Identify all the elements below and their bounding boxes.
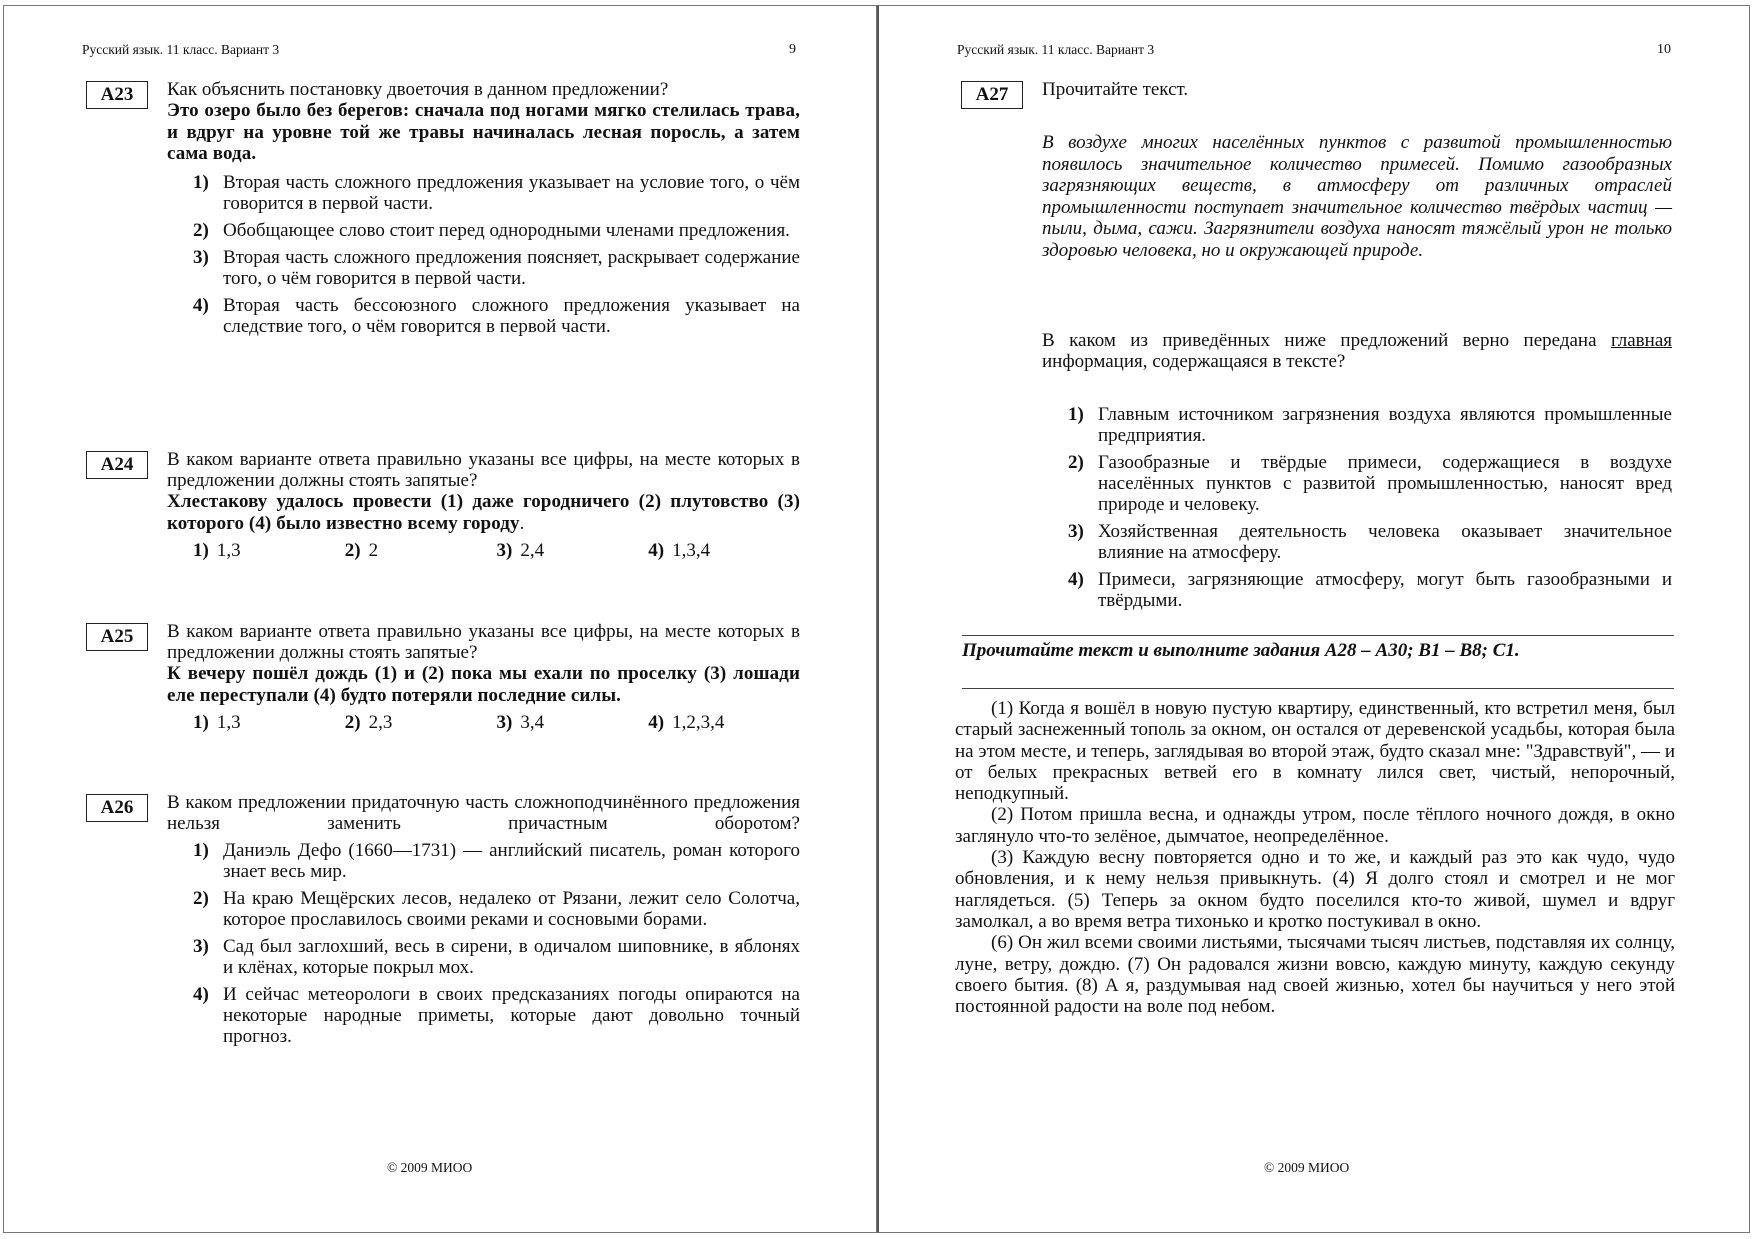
story-paragraph: (3) Каждую весну повторяется одно и то же, и каждый раз это как чудо, чудо обновления, и к нему нельзя привыкнуть. (4) Я долго стоял и смотрел и не мог наглядеться. (5) Теперь за окном будто поселился кто-то живой, шумел и вдруг замолкал, а во время ветра тихонько и кротко постукивал в окно. [955,847,1675,932]
question-a24 [86,449,800,562]
story-paragraph: (1) Когда я вошёл в новую пустую квартиру, единственный, кто встретил меня, был старый заснеженный тополь за окном, он остался от деревенской усадьбы, которая была на этом месте, и теперь, заглядывая во второй этаж, будто сказал мне: "Здравствуй", — и от белых прекрасных ветвей его в комнату лился свет, чистый, непорочный, неподкупный. [955,698,1675,805]
question-sentence: Это озеро было без берегов: сначала под ногами мягко стелилась трава, и вдруг на уровне той же травы начиналась лесная поросль, а затем сама вода. [167,100,800,164]
answer-option: 3) 3,4 [496,712,545,733]
answer-option: 4) 1,2,3,4 [648,712,725,733]
answer-options-row [167,712,800,734]
answer-option: 4) Вторая часть бессоюзного сложного предложения указывает на следствие того, о чём говорится в первой части. [193,294,800,337]
question-sentence: К вечеру пошёл дождь (1) и (2) пока мы ехали по проселку (3) лошади еле переступали (4) будто потеряли последние силы. [167,663,800,706]
question-label: А23 [86,81,148,109]
question-label: А26 [86,794,148,822]
page-right [877,5,1750,1233]
answer-option: 2) На краю Мещёрских лесов, недалеко от Рязани, лежит село Солотча, которое прославилось своими реками и сосновыми борами. [193,888,800,930]
page-footer: © 2009 МИОО [387,1160,473,1175]
question-label: А27 [961,81,1023,109]
answer-option: 3) Сад был заглохший, весь в сирени, в одичалом шиповнике, в яблонях и клёнах, которые покрыл мох. [193,936,800,978]
question-a26 [86,792,800,1047]
question-text: В каком варианте ответа правильно указаны все цифры, на месте которых в предложении должны стоять запятые? [167,449,800,491]
answer-options-row [167,540,800,562]
reading-passage: В воздухе многих населённых пунктов с развитой промышленностью появилось значительное количество примесей. Помимо газообразных загрязняющих веществ, в атмосферу от различных отраслей промышленности поступает значительное количество твёрдых частиц — пыли, дыма, сажи. Загрязнители воздуха наносят тяжёлый урон не только здоровью человека, но и окружающей природе. [1042,132,1672,261]
answer-option: 4) И сейчас метеорологи в своих предсказаниях погоды опираются на некоторые народные приметы, которые дают довольно точный прогноз. [193,984,800,1047]
story-paragraph: (6) Он жил всеми своими листьями, тысячами тысяч листьев, подставляя их солнцу, луне, ветру, дождю. (7) Он радовался жизни вовсю, каждую минуту, каждую секунду своего бытия. (8) А я, раздумывая над своей жизнью, хотел бы научиться у него этой постоянной радости на воле под небом. [955,932,1675,1018]
question-a25 [86,621,800,734]
answer-option: 1) 1,3 [193,712,241,733]
answer-option: 1) Даниэль Дефо (1660—1731) — английский писатель, роман которого знает весь мир. [193,840,800,882]
page-number: 9 [789,42,796,57]
divider-bottom [962,688,1674,689]
page-left [3,5,877,1233]
answer-option: 1) Вторая часть сложного предложения указывает на условие того, о чём говорится в первой части. [193,171,800,214]
question-text: В каком варианте ответа правильно указаны все цифры, на месте которых в предложении должны стоять запятые? [167,621,800,663]
question-a27 [961,79,1661,105]
answer-option: 2) Обобщающее слово стоит перед однородными членами предложения. [193,219,790,241]
answer-option: 1) 1,3 [193,540,241,561]
question-label: А25 [86,623,148,651]
answer-option: 4) Примеси, загрязняющие атмосферу, могут быть газообразными и твёрдыми. [1068,569,1672,611]
answer-option: 3) 2,4 [496,540,545,561]
page-header: Русский язык. 11 класс. Вариант 3 [957,42,1155,57]
story-text [955,698,1675,1017]
page-footer: © 2009 МИОО [1264,1160,1350,1175]
answer-option: 3) Хозяйственная деятельность человека оказывает значительное влияние на атмосферу. [1068,521,1672,563]
question-text: В каком из приведённых ниже предложений верно передана главная информация, содержащаяся в тексте? [1042,330,1672,372]
answer-option: 3) Вторая часть сложного предложения поясняет, раскрывает содержание того, о чём говорится в первой части. [193,246,800,289]
page-header: Русский язык. 11 класс. Вариант 3 [82,42,280,57]
answer-option: 1) Главным источником загрязнения воздуха являются промышленные предприятия. [1068,404,1672,446]
page-number: 10 [1657,42,1671,57]
question-label: А24 [86,451,148,479]
question-sentence: Хлестакову удалось провести (1) даже городничего (2) плутовство (3) которого (4) было известно всему городу. [167,491,800,534]
divider-top [962,635,1674,636]
story-paragraph: (2) Потом пришла весна, и однажды утром, после тёплого ночного дождя, в окно заглянуло что-то зелёное, дымчатое, неопределённое. [955,804,1675,847]
question-text: В каком предложении придаточную часть сложноподчинённого предложения нельзя заменить причастным оборотом? [167,792,800,834]
question-a23 [86,79,800,337]
answer-option: 2) Газообразные и твёрдые примеси, содержащиеся в воздухе населённых пунктов с развитой промышленностью, наносят вред природе и человеку. [1068,452,1672,515]
answer-option: 4) 1,3,4 [648,540,711,561]
question-intro: Прочитайте текст. [1042,79,1189,100]
answer-option: 2) 2 [344,540,379,561]
question-text: Как объяснить постановку двоеточия в данном предложении? [167,79,669,100]
answer-options [1042,398,1672,611]
answer-option: 2) 2,3 [344,712,393,733]
task-heading: Прочитайте текст и выполните задания А28 – А30; В1 – В8; С1. [962,640,1520,661]
